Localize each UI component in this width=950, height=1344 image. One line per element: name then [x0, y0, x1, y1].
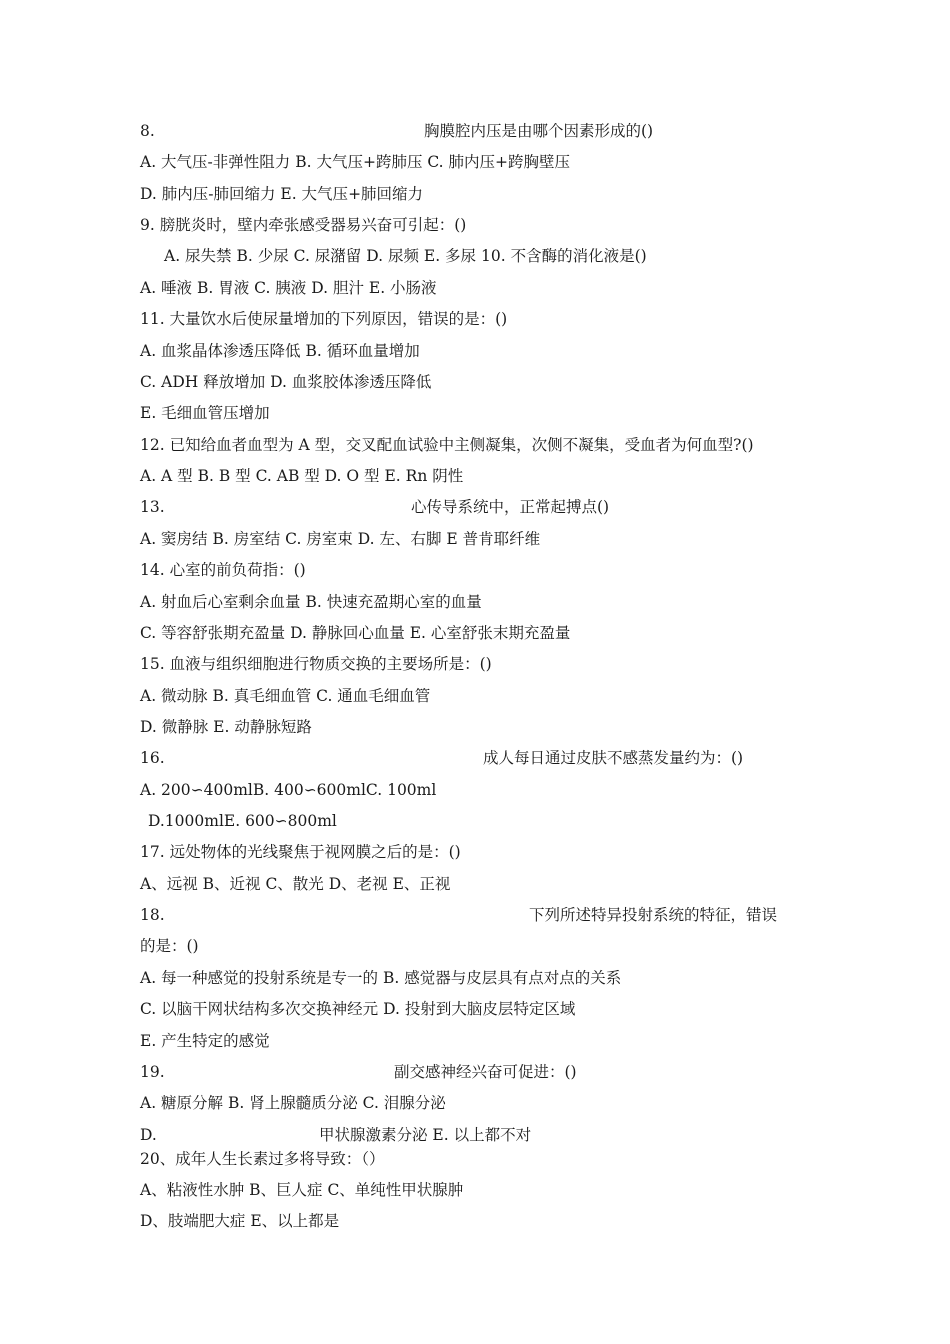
question-20-options-line-1: A、粘液性水肿 B、巨人症 C、单纯性甲状腺肿 [140, 1181, 464, 1199]
question-16-options-line-1: A. 200∽400mlB. 400∽600mlC. 100ml [140, 781, 437, 799]
question-20-stem: 20、成年人生长素过多将导致：（） [140, 1150, 385, 1168]
question-11-stem: 11. 大量饮水后使尿量增加的下列原因，错误的是：() [140, 310, 508, 328]
question-19-options-line-2: D. 甲状腺激素分泌 E. 以上都不对 [140, 1126, 532, 1144]
question-14-stem: 14. 心室的前负荷指：() [140, 561, 306, 579]
question-15-options-line-1: A. 微动脉 B. 真毛细血管 C. 通血毛细血管 [140, 687, 431, 705]
question-9-stem: 9. 膀胱炎时，壁内牵张感受器易兴奋可引起：() [140, 216, 467, 234]
question-16-options-line-2: D.1000mlE. 600∽800ml [148, 812, 337, 830]
question-17-options: A、远视 B、近视 C、散光 D、老视 E、正视 [140, 875, 451, 893]
question-15-stem: 15. 血液与组织细胞进行物质交换的主要场所是：() [140, 655, 492, 673]
question-16-stem: 16. 成人每日通过皮肤不感蒸发量约为：() [140, 749, 744, 767]
question-15-options-line-2: D. 微静脉 E. 动静脉短路 [140, 718, 312, 736]
question-18-stem: 18. 下列所述特异投射系统的特征，错误 [140, 906, 778, 924]
question-18-stem-continued: 的是：() [140, 937, 199, 955]
question-10-options: A. 唾液 B. 胃液 C. 胰液 D. 胆汁 E. 小肠液 [140, 279, 437, 297]
question-13-options: A. 窦房结 B. 房室结 C. 房室束 D. 左、右脚 E 普肯耶纤维 [140, 530, 541, 548]
question-18-options-line-3: E. 产生特定的感觉 [140, 1032, 270, 1050]
question-11-options-line-1: A. 血浆晶体渗透压降低 B. 循环血量增加 [140, 342, 420, 360]
question-9-options-and-question-10-stem: A. 尿失禁 B. 少尿 C. 尿潴留 D. 尿频 E. 多尿 10. 不含酶的消化液是() [164, 247, 647, 265]
question-18-options-line-1: A. 每一种感觉的投射系统是专一的 B. 感觉器与皮层具有点对点的关系 [140, 969, 622, 987]
question-8-stem: 8. 胸膜腔内压是由哪个因素形成的() [140, 122, 654, 140]
question-19-options-line-1: A. 糖原分解 B. 肾上腺髓质分泌 C. 泪腺分泌 [140, 1094, 446, 1112]
question-11-options-line-2: C. ADH 释放增加 D. 血浆胶体渗透压降低 [140, 373, 432, 391]
question-14-options-line-1: A. 射血后心室剩余血量 B. 快速充盈期心室的血量 [140, 593, 482, 611]
question-18-options-line-2: C. 以脑干网状结构多次交换神经元 D. 投射到大脑皮层特定区域 [140, 1000, 576, 1018]
question-8-options-line-2: D. 肺内压-肺回缩力 E. 大气压+肺回缩力 [140, 185, 424, 203]
question-17-stem: 17. 远处物体的光线聚焦于视网膜之后的是：() [140, 843, 461, 861]
question-12-stem: 12. 已知给血者血型为 A 型，交叉配血试验中主侧凝集，次侧不凝集，受血者为何血型?() [140, 436, 754, 454]
question-19-stem: 19. 副交感神经兴奋可促进：() [140, 1063, 577, 1081]
question-13-stem: 13. 心传导系统中，正常起搏点() [140, 498, 610, 516]
question-11-options-line-3: E. 毛细血管压增加 [140, 404, 270, 422]
question-12-options: A. A 型 B. B 型 C. AB 型 D. O 型 E. Rn 阴性 [140, 467, 464, 485]
question-14-options-line-2: C. 等容舒张期充盈量 D. 静脉回心血量 E. 心室舒张末期充盈量 [140, 624, 571, 642]
question-20-options-line-2: D、肢端肥大症 E、以上都是 [140, 1212, 340, 1230]
question-8-options-line-1: A. 大气压-非弹性阻力 B. 大气压+跨肺压 C. 肺内压+跨胸壁压 [140, 153, 571, 171]
